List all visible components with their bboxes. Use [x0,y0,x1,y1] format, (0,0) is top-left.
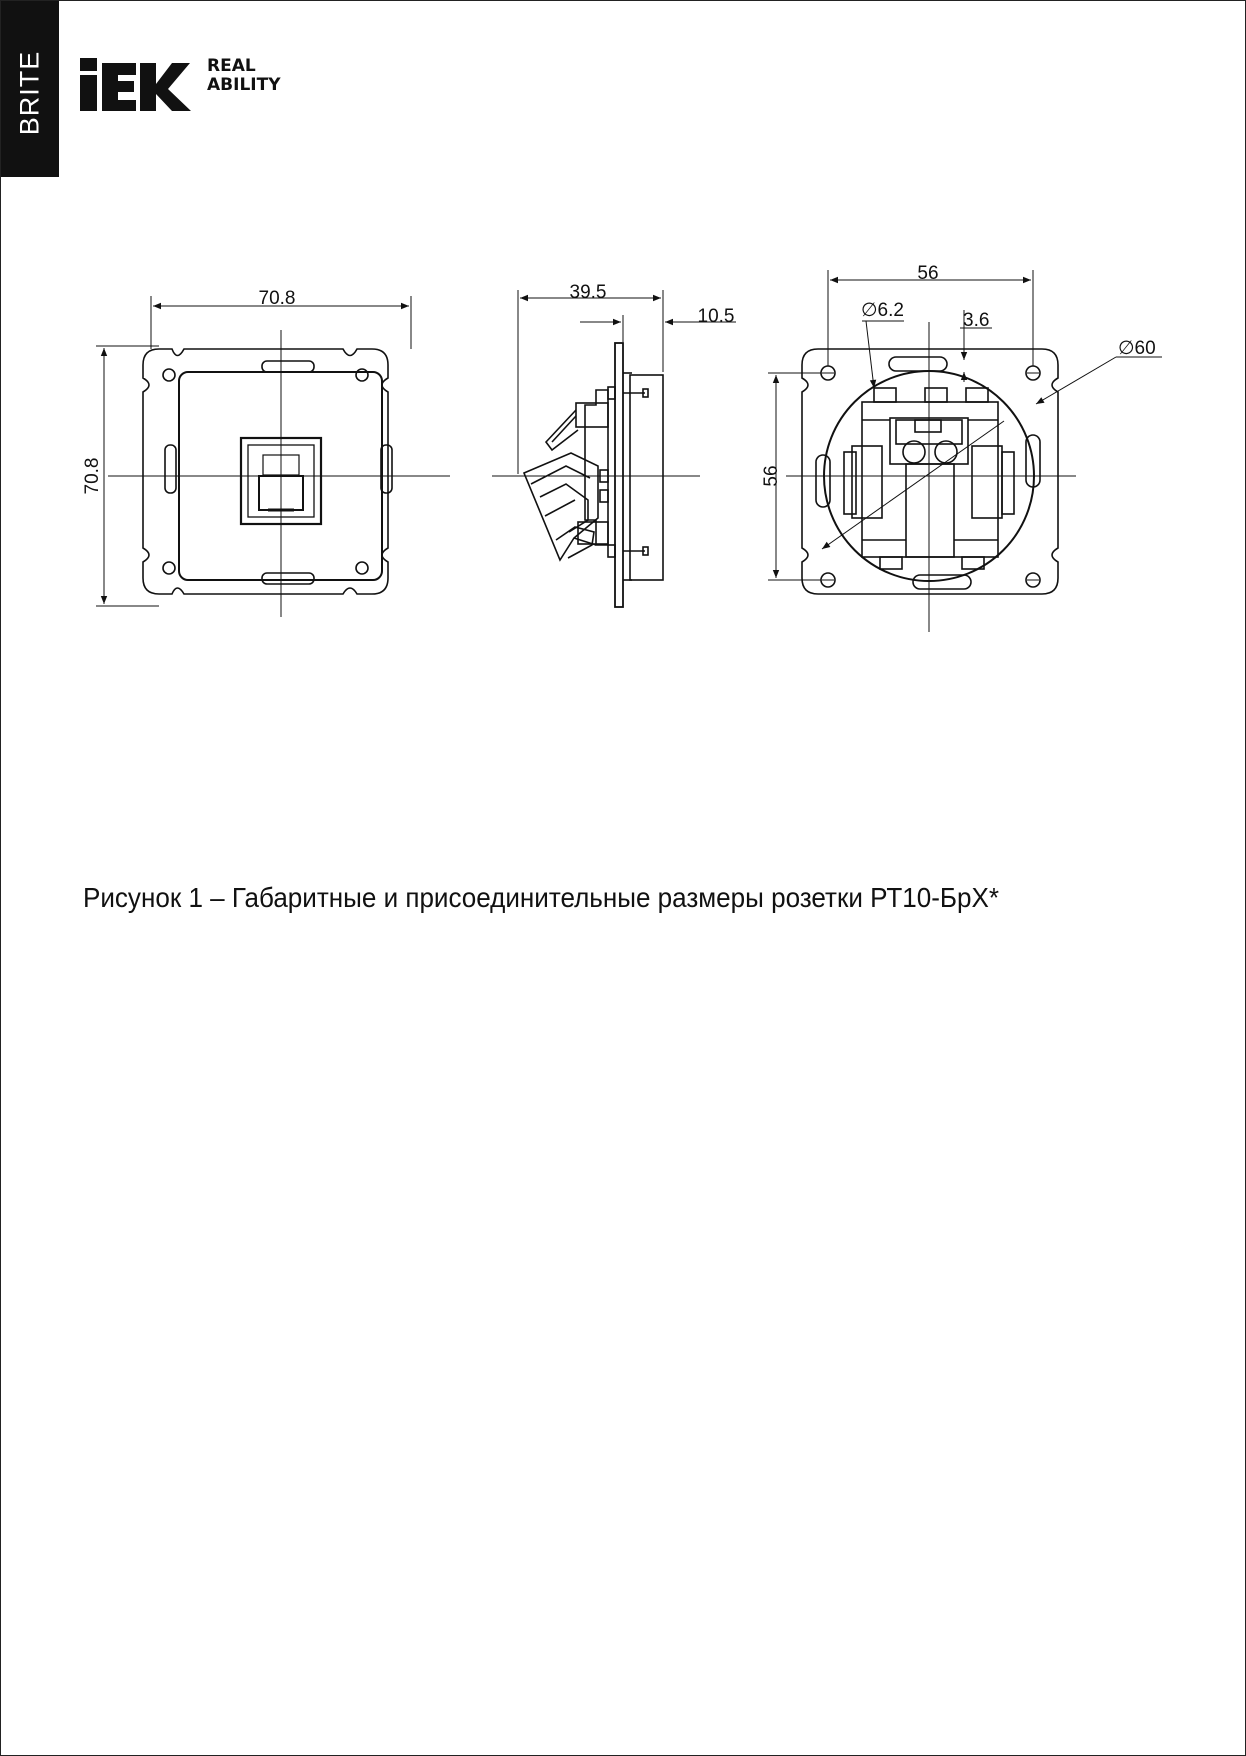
side-view [524,343,663,607]
dim-hole-offset: 3.6 [963,310,990,331]
technical-drawing [0,0,1246,700]
front-view [143,349,392,594]
tagline-line2: ABILITY [207,75,281,95]
dim-hole-diameter: ∅6.2 [861,300,904,321]
dim-front-height: 70.8 [82,457,103,495]
dim-back-height: 56 [761,465,782,487]
back-view [802,349,1058,594]
figure-caption: Рисунок 1 – Габаритные и присоединительные размеры розетки РТ10-БрХ* [83,882,999,913]
dim-box-diameter: ∅60 [1118,338,1156,359]
front-centerlines [108,330,450,617]
dim-side-depth: 39.5 [569,282,607,303]
series-tab-label: BRITE [14,50,45,136]
dim-back-width: 56 [917,263,939,284]
tagline-line1: REAL [207,56,256,76]
dim-front-width: 70.8 [258,288,296,309]
dim-side-front: 10.5 [697,306,735,327]
